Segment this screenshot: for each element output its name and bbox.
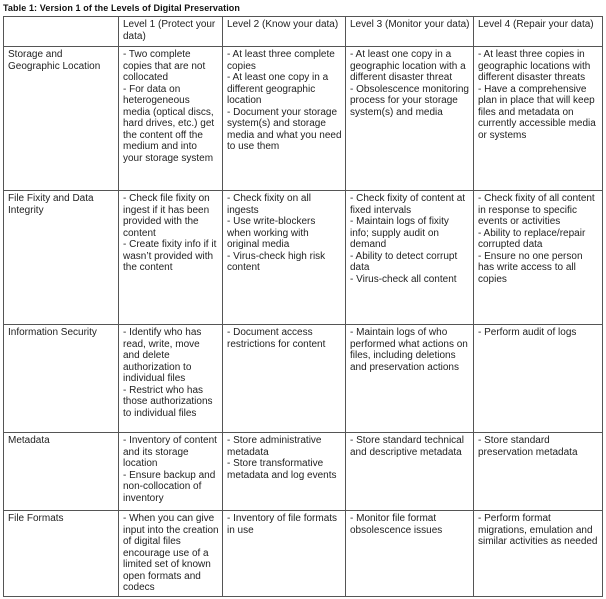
- cell-bullet: - Ensure backup and non-collocation of inventory: [123, 469, 216, 504]
- row-category: Metadata: [4, 433, 119, 511]
- cell-infosec-level-4: [474, 325, 603, 433]
- row-category: File Fixity and Data Integrity: [4, 191, 119, 325]
- cell-bullet: - Create fixity info if it wasn’t provided with the content: [123, 239, 217, 273]
- column-header-level-4: Level 4 (Repair your data): [474, 17, 603, 47]
- levels-table: [3, 16, 603, 597]
- table-title: Table 1: Version 1 of the Levels of Digital Preservation: [3, 3, 241, 13]
- cell-bullet: - Perform audit of logs: [478, 327, 577, 338]
- cell-bullet: - Document your storage system(s) and storage media and what you need to use them: [227, 106, 342, 152]
- cell-bullet: - Store standard preservation metadata: [478, 435, 578, 458]
- cell-bullet: - Check file fixity on ingest if it has been provided with the content: [123, 193, 210, 239]
- cell-bullet: - Ensure no one person has write access to all copies: [478, 250, 583, 285]
- cell-bullet: - Store transformative metadata and log events: [227, 458, 337, 481]
- cell-bullet: - Monitor file format obsolescence issues: [350, 513, 443, 536]
- cell-bullet: - Identify who has read, write, move and delete authorization to individual files: [123, 327, 202, 384]
- cell-bullet: - Check fixity of content at fixed intervals: [350, 193, 466, 216]
- cell-bullet: - At least three copies in geographic locations with different disaster threats: [478, 49, 591, 83]
- row-category: Information Security: [4, 325, 119, 433]
- cell-bullet: - At least three complete copies: [227, 49, 335, 72]
- table-row-storage: [4, 47, 603, 191]
- table-row-information-security: [4, 325, 603, 433]
- cell-formats-level-3: [346, 511, 474, 597]
- corner-cell: [4, 17, 119, 47]
- cell-storage-level-1: [119, 47, 223, 191]
- cell-bullet: - Virus-check all content: [350, 273, 457, 285]
- table-row-fixity: [4, 191, 603, 325]
- cell-fixity-level-3: [346, 191, 474, 325]
- cell-bullet: - Use write-blockers when working with original media: [227, 216, 316, 250]
- cell-fixity-level-1: [119, 191, 223, 325]
- cell-storage-level-3: [346, 47, 474, 191]
- cell-bullet: - Restrict who has those authorizations to individual files: [123, 384, 213, 419]
- cell-bullet: - Check fixity on all ingests: [227, 193, 311, 216]
- cell-bullet: - Store standard technical and descriptive metadata: [350, 435, 464, 458]
- table-row-file-formats: [4, 511, 603, 597]
- cell-infosec-level-1: [119, 325, 223, 433]
- header-row: [4, 17, 603, 47]
- cell-metadata-level-4: [474, 433, 603, 511]
- cell-formats-level-1: [119, 511, 223, 597]
- cell-fixity-level-2: [223, 191, 346, 325]
- cell-bullet: - Virus-check high risk content: [227, 250, 326, 273]
- cell-storage-level-2: [223, 47, 346, 191]
- cell-bullet: - Have a comprehensive plan in place that will keep files and metadata on currently accessible media or systems: [478, 83, 596, 141]
- cell-fixity-level-4: [474, 191, 603, 325]
- cell-bullet: - Ability to replace/repair corrupted data: [478, 227, 586, 250]
- cell-formats-level-4: [474, 511, 603, 597]
- cell-metadata-level-1: [119, 433, 223, 511]
- cell-infosec-level-3: [346, 325, 474, 433]
- cell-bullet: - Perform format migrations, emulation and similar activities as needed: [478, 513, 598, 547]
- column-header-level-2: Level 2 (Know your data): [223, 17, 346, 47]
- cell-metadata-level-3: [346, 433, 474, 511]
- cell-bullet: - Maintain logs of who performed what actions on files, including deletions and preservation actions: [350, 327, 468, 373]
- cell-bullet: - Document access restrictions for content: [227, 327, 326, 350]
- cell-formats-level-2: [223, 511, 346, 597]
- cell-bullet: - Inventory of content and its storage location: [123, 435, 217, 469]
- cell-storage-level-4: [474, 47, 603, 191]
- cell-bullet: - At least one copy in a geographic location with a different disaster threat: [350, 49, 466, 83]
- row-category: Storage and Geographic Location: [4, 47, 119, 191]
- cell-bullet: - Two complete copies that are not collocated: [123, 49, 206, 83]
- cell-bullet: - Check fixity of all content in response to specific events or activities: [478, 193, 595, 227]
- table-row-metadata: [4, 433, 603, 511]
- cell-bullet: - For data on heterogeneous media (optical discs, hard drives, etc.) get the content off the medium and into your storage system: [123, 83, 215, 164]
- column-header-level-1: Level 1 (Protect your data): [119, 17, 223, 47]
- cell-bullet: - Inventory of file formats in use: [227, 513, 338, 536]
- cell-bullet: - Obsolescence monitoring process for your storage system(s) and media: [350, 83, 469, 118]
- cell-bullet: - Ability to detect corrupt data: [350, 250, 458, 273]
- cell-bullet: - Maintain logs of fixity info; supply audit on demand: [350, 216, 449, 250]
- cell-infosec-level-2: [223, 325, 346, 433]
- cell-bullet: - At least one copy in a different geographic location: [227, 72, 329, 106]
- cell-bullet: - Store administrative metadata: [227, 435, 322, 458]
- cell-metadata-level-2: [223, 433, 346, 511]
- cell-bullet: - When you can give input into the creation of digital files encourage use of a limited set of known open formats and codecs: [123, 513, 219, 593]
- row-category: File Formats: [4, 511, 119, 597]
- column-header-level-3: Level 3 (Monitor your data): [346, 17, 474, 47]
